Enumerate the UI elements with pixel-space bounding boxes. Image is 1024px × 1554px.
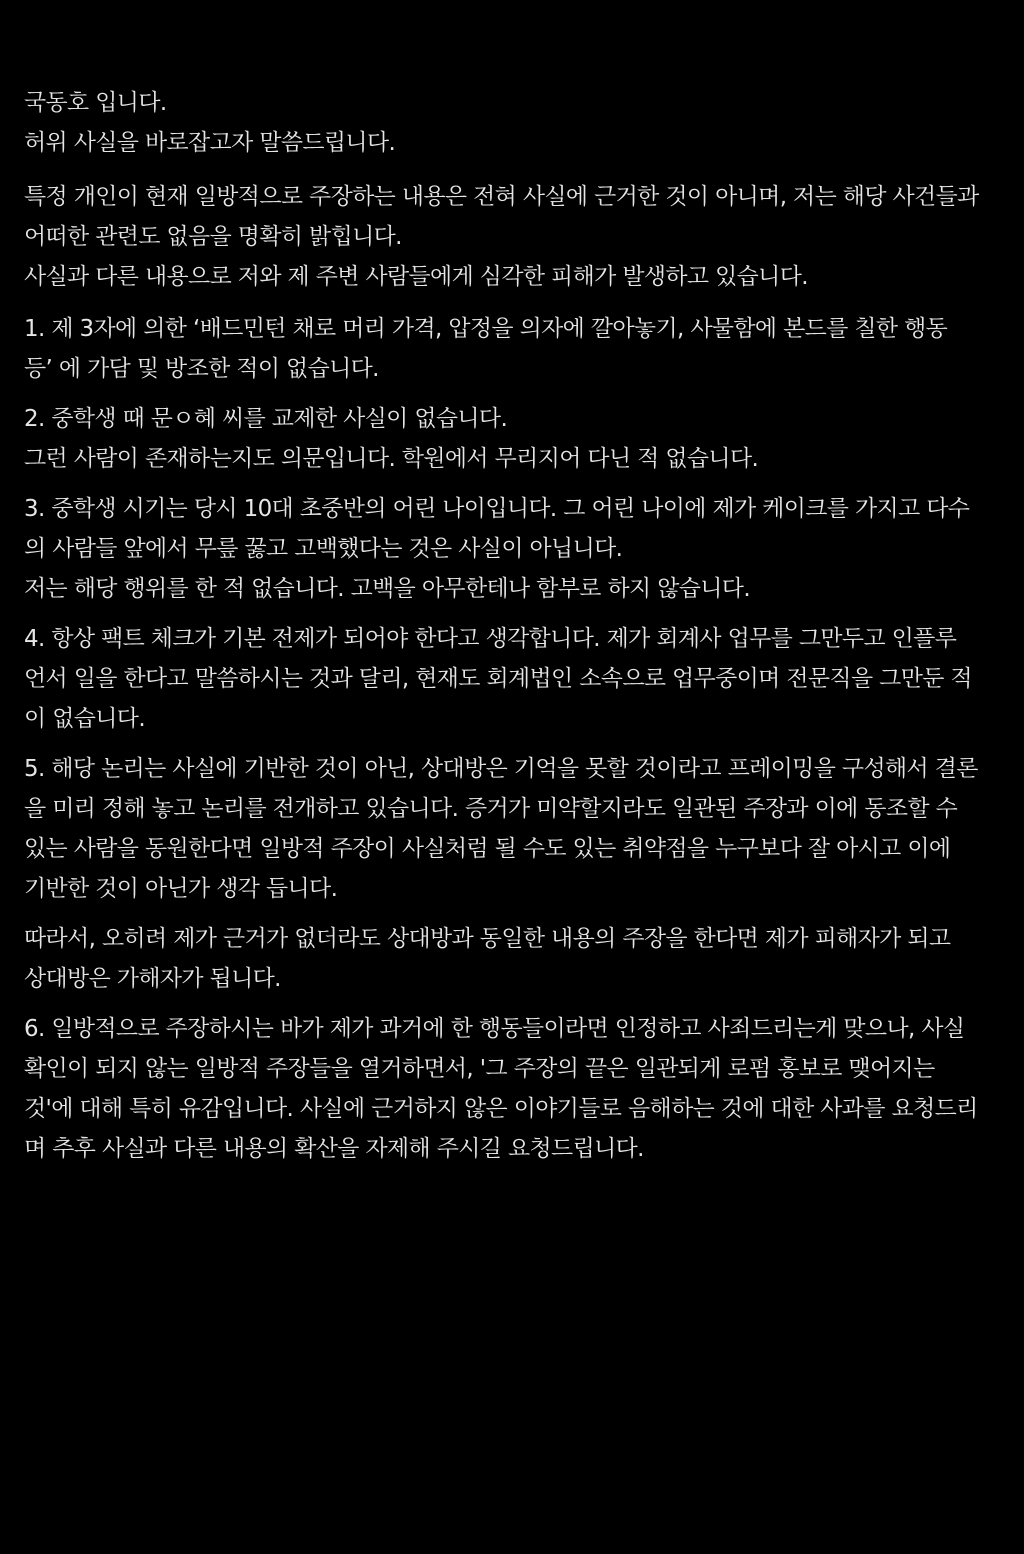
text-line: 3. 중학생 시기는 당시 10대 초중반의 어린 나이입니다. 그 어린 나이에 제가 케이크를 가지고 다수: [24, 496, 970, 522]
intro-paragraph: [24, 83, 1004, 163]
text-line: 기반한 것이 아닌가 생각 듭니다.: [24, 876, 338, 902]
point-3-paragraph: [24, 489, 1004, 609]
text-line: 사실과 다른 내용으로 저와 제 주변 사람들에게 심각한 피해가 발생하고 있습니다.: [24, 264, 808, 290]
text-line: 등’ 에 가담 및 방조한 적이 없습니다.: [24, 356, 379, 382]
text-line: 허위 사실을 바로잡고자 말씀드립니다.: [24, 130, 396, 156]
text-line: 국동호 입니다.: [24, 90, 167, 116]
text-line: 특정 개인이 현재 일방적으로 주장하는 내용은 전혀 사실에 근거한 것이 아니며, 저는 해당 사건들과: [24, 184, 979, 210]
text-line: 따라서, 오히려 제가 근거가 없더라도 상대방과 동일한 내용의 주장을 한다면 제가 피해자가 되고: [24, 926, 951, 952]
text-line: 의 사람들 앞에서 무릎 꿇고 고백했다는 것은 사실이 아닙니다.: [24, 536, 623, 562]
text-line: 저는 해당 행위를 한 적 없습니다. 고백을 아무한테나 함부로 하지 않습니다.: [24, 576, 750, 602]
point-5-paragraph: [24, 749, 1004, 909]
text-line: 1. 제 3자에 의한 ‘배드민턴 채로 머리 가격, 압정을 의자에 깔아놓기, 사물함에 본드를 칠한 행동: [24, 316, 948, 342]
text-line: 있는 사람을 동원한다면 일방적 주장이 사실처럼 될 수도 있는 취약점을 누구보다 잘 아시고 이에: [24, 836, 951, 862]
text-line: 상대방은 가해자가 됩니다.: [24, 966, 281, 992]
text-line: 을 미리 정해 놓고 논리를 전개하고 있습니다. 증거가 미약할지라도 일관된 주장과 이에 동조할 수: [24, 796, 958, 822]
point-1-paragraph: [24, 309, 1004, 389]
therefore-paragraph: [24, 919, 1004, 999]
statement-text: [24, 83, 1004, 1169]
text-line: 언서 일을 한다고 말씀하시는 것과 달리, 현재도 회계법인 소속으로 업무중이며 전문직을 그만둔 적: [24, 666, 972, 692]
text-line: 4. 항상 팩트 체크가 기본 전제가 되어야 한다고 생각합니다. 제가 회계사 업무를 그만두고 인플루: [24, 626, 957, 652]
text-line: 이 없습니다.: [24, 706, 145, 732]
point-4-paragraph: [24, 619, 1004, 739]
text-line: 6. 일방적으로 주장하시는 바가 제가 과거에 한 행동들이라면 인정하고 사죄드리는게 맞으나, 사실: [24, 1016, 965, 1042]
text-line: 2. 중학생 때 문ㅇ혜 씨를 교제한 사실이 없습니다.: [24, 406, 508, 432]
point-6-paragraph: [24, 1009, 1004, 1169]
text-line: 그런 사람이 존재하는지도 의문입니다. 학원에서 무리지어 다닌 적 없습니다.: [24, 446, 759, 472]
point-2-paragraph: [24, 399, 1004, 479]
text-line: 확인이 되지 않는 일방적 주장들을 열거하면서, '그 주장의 끝은 일관되게 로펌 홍보로 맺어지는: [24, 1056, 935, 1082]
text-line: 5. 해당 논리는 사실에 기반한 것이 아닌, 상대방은 기억을 못할 것이라고 프레이밍을 구성해서 결론: [24, 756, 978, 782]
text-line: 것'에 대해 특히 유감입니다. 사실에 근거하지 않은 이야기들로 음해하는 것에 대한 사과를 요청드리: [24, 1096, 978, 1122]
text-line: 어떠한 관련도 없음을 명확히 밝힙니다.: [24, 224, 402, 250]
text-line: 며 추후 사실과 다른 내용의 확산을 자제해 주시길 요청드립니다.: [24, 1136, 644, 1162]
opening-paragraph: [24, 177, 1004, 297]
